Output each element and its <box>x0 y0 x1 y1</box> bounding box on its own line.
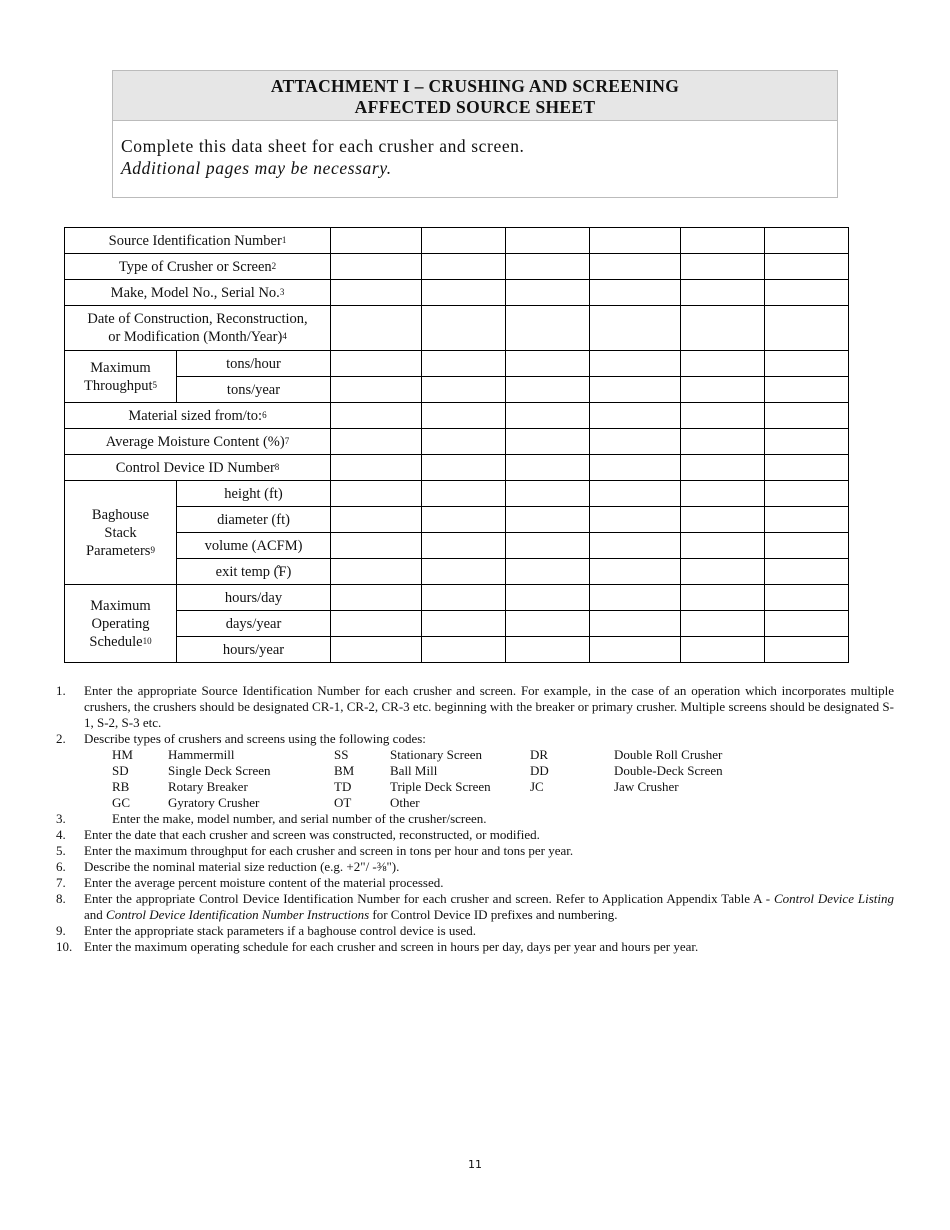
cell[interactable] <box>422 403 506 429</box>
label-days-year: days/year <box>177 611 331 637</box>
cell[interactable] <box>765 280 849 306</box>
cell[interactable] <box>590 228 681 254</box>
label-type: Type of Crusher or Screen$^2$ <box>65 254 331 280</box>
cell[interactable] <box>681 455 765 481</box>
cell[interactable] <box>590 351 681 377</box>
row-source-id <box>65 228 849 254</box>
row-tons-hour <box>65 351 849 377</box>
cell[interactable] <box>506 228 590 254</box>
cell[interactable] <box>331 403 422 429</box>
cell[interactable] <box>765 611 849 637</box>
cell[interactable] <box>681 585 765 611</box>
label-height: height (ft) <box>177 481 331 507</box>
cell[interactable] <box>331 481 422 507</box>
source-data-table <box>64 227 849 663</box>
cell[interactable] <box>331 611 422 637</box>
label-make: Make, Model No., Serial No.$^3$ <box>65 280 331 306</box>
label-tons-year: tons/year <box>177 377 331 403</box>
cell[interactable] <box>590 533 681 559</box>
cell[interactable] <box>681 611 765 637</box>
code-table <box>112 747 894 811</box>
cell[interactable] <box>331 351 422 377</box>
header-box <box>112 70 838 198</box>
note-6: 6. Describe the nominal material size reduction (e.g. +2"/ -⅜"). <box>56 859 400 874</box>
note-7: 7. Enter the average percent moisture content of the material processed. <box>56 875 444 890</box>
cell[interactable] <box>422 351 506 377</box>
note-5: 5. Enter the maximum throughput for each crusher and screen in tons per hour and tons per year. <box>56 843 574 858</box>
cell[interactable] <box>590 280 681 306</box>
cell[interactable] <box>681 429 765 455</box>
note-3: 3. Enter the make, model number, and serial number of the crusher/screen. <box>56 811 487 826</box>
cell[interactable] <box>331 280 422 306</box>
row-exit-temp <box>65 559 849 585</box>
row-diameter <box>65 507 849 533</box>
cell[interactable] <box>681 481 765 507</box>
cell[interactable] <box>331 254 422 280</box>
cell[interactable] <box>765 533 849 559</box>
row-tons-year <box>65 377 849 403</box>
cell[interactable] <box>422 585 506 611</box>
cell[interactable] <box>331 429 422 455</box>
label-schedule: Maximum Operating Schedule$^{10}$ <box>65 585 177 663</box>
cell[interactable] <box>331 306 422 351</box>
label-material: Material sized from/to:$^6$ <box>65 403 331 429</box>
title-line-1: ATTACHMENT I – CRUSHING AND SCREENING <box>270 76 680 96</box>
label-hours-day: hours/day <box>177 585 331 611</box>
cell[interactable] <box>422 228 506 254</box>
cell[interactable] <box>422 533 506 559</box>
cell[interactable] <box>506 254 590 280</box>
label-date: Date of Construction, Reconstruction, or Modification (Month/Year)$^4$ <box>65 306 331 351</box>
cell[interactable] <box>331 559 422 585</box>
cell[interactable] <box>590 429 681 455</box>
note-10: 10. Enter the maximum operating schedule for each crusher and screen in hours per day, days per year and hours per year. <box>56 939 699 954</box>
footnotes <box>56 683 894 955</box>
cell[interactable] <box>681 254 765 280</box>
note-1: 1. Enter the appropriate Source Identification Number for each crusher and screen. For example, in the case of an operation which incorporates multiple crushers, the crushers should be designated CR-1, CR-2, CR-3 etc. beginning with the breaker or primary crusher. Multiple screens should be designated S-1, S-2, S-3 etc. <box>56 683 894 730</box>
cell[interactable] <box>422 559 506 585</box>
page-number: 11 <box>468 1158 482 1171</box>
instructions <box>113 121 837 179</box>
cell[interactable] <box>590 559 681 585</box>
row-days-year <box>65 611 849 637</box>
cell[interactable] <box>765 585 849 611</box>
cell[interactable] <box>681 403 765 429</box>
cell[interactable] <box>331 585 422 611</box>
cell[interactable] <box>422 507 506 533</box>
cell[interactable] <box>422 611 506 637</box>
note-9: 9. Enter the appropriate stack parameters if a baghouse control device is used. <box>56 923 477 938</box>
cell[interactable] <box>590 585 681 611</box>
code-row: SD Single Deck Screen BM Ball Mill DD Double-Deck Screen <box>112 763 723 778</box>
cell[interactable] <box>765 481 849 507</box>
cell[interactable] <box>765 429 849 455</box>
cell[interactable] <box>506 507 590 533</box>
label-diameter: diameter (ft) <box>177 507 331 533</box>
cell[interactable] <box>331 455 422 481</box>
label-hours-year: hours/year <box>177 637 331 663</box>
row-control <box>65 455 849 481</box>
cell[interactable] <box>331 228 422 254</box>
cell[interactable] <box>681 351 765 377</box>
cell[interactable] <box>590 611 681 637</box>
cell[interactable] <box>681 280 765 306</box>
cell[interactable] <box>765 507 849 533</box>
cell[interactable] <box>765 637 849 663</box>
cell[interactable] <box>422 637 506 663</box>
cell[interactable] <box>765 403 849 429</box>
label-exit-temp: exit temp (̊F) <box>177 559 331 585</box>
cell[interactable] <box>765 254 849 280</box>
row-make <box>65 280 849 306</box>
page-title <box>113 71 837 121</box>
cell[interactable] <box>590 481 681 507</box>
cell[interactable] <box>422 377 506 403</box>
instruction-text: Complete this data sheet for each crusher and screen. <box>121 136 525 156</box>
cell[interactable] <box>681 533 765 559</box>
row-date <box>65 306 849 351</box>
cell[interactable] <box>422 306 506 351</box>
cell[interactable] <box>331 637 422 663</box>
cell[interactable] <box>681 559 765 585</box>
cell[interactable] <box>681 228 765 254</box>
row-moisture <box>65 429 849 455</box>
row-material <box>65 403 849 429</box>
cell[interactable] <box>765 351 849 377</box>
cell[interactable] <box>422 429 506 455</box>
label-baghouse: Baghouse Stack Parameters$^9$ <box>65 481 177 585</box>
label-throughput: Maximum Throughput$^5$ <box>65 351 177 403</box>
cell[interactable] <box>765 377 849 403</box>
cell[interactable] <box>331 533 422 559</box>
cell[interactable] <box>506 533 590 559</box>
row-volume <box>65 533 849 559</box>
cell[interactable] <box>590 507 681 533</box>
cell[interactable] <box>506 280 590 306</box>
cell[interactable] <box>506 611 590 637</box>
cell[interactable] <box>506 306 590 351</box>
cell[interactable] <box>590 637 681 663</box>
code-row: GC Gyratory Crusher OT Other <box>112 795 420 810</box>
row-height <box>65 481 849 507</box>
cell[interactable] <box>590 254 681 280</box>
cell[interactable] <box>506 403 590 429</box>
code-row: HM Hammermill SS Stationary Screen DR Double Roll Crusher <box>112 747 723 762</box>
note-2: 2. Describe types of crushers and screens using the following codes: <box>56 731 426 746</box>
code-row: RB Rotary Breaker TD Triple Deck Screen JC Jaw Crusher <box>112 779 679 794</box>
cell[interactable] <box>422 280 506 306</box>
cell[interactable] <box>590 306 681 351</box>
label-control: Control Device ID Number$^8$ <box>65 455 331 481</box>
instruction-note: Additional pages may be necessary. <box>121 158 392 178</box>
cell[interactable] <box>506 429 590 455</box>
cell[interactable] <box>765 228 849 254</box>
cell[interactable] <box>331 377 422 403</box>
cell[interactable] <box>506 637 590 663</box>
cell[interactable] <box>506 377 590 403</box>
cell[interactable] <box>422 481 506 507</box>
cell[interactable] <box>331 507 422 533</box>
cell[interactable] <box>506 455 590 481</box>
label-volume: volume (ACFM) <box>177 533 331 559</box>
cell[interactable] <box>765 455 849 481</box>
cell[interactable] <box>681 637 765 663</box>
cell[interactable] <box>506 585 590 611</box>
cell[interactable] <box>765 559 849 585</box>
note-8: 8. Enter the appropriate Control Device Identification Number for each crusher and screen. Refer to Application Appendix Table A - Control Device Listing and Control Device Identification Number Instructions for Control Device ID prefixes and numbering. <box>56 891 894 922</box>
cell[interactable] <box>681 377 765 403</box>
cell[interactable] <box>681 306 765 351</box>
cell[interactable] <box>765 306 849 351</box>
label-source-id: Source Identification Number$^1$ <box>65 228 331 254</box>
label-moisture: Average Moisture Content (%)$^7$ <box>65 429 331 455</box>
row-hours-year <box>65 637 849 663</box>
cell[interactable] <box>506 481 590 507</box>
cell[interactable] <box>422 254 506 280</box>
cell[interactable] <box>422 455 506 481</box>
cell[interactable] <box>506 559 590 585</box>
label-tons-hour: tons/hour <box>177 351 331 377</box>
row-type <box>65 254 849 280</box>
note-4: 4. Enter the date that each crusher and screen was constructed, reconstructed, or modified. <box>56 827 540 842</box>
row-hours-day <box>65 585 849 611</box>
cell[interactable] <box>681 507 765 533</box>
cell[interactable] <box>590 377 681 403</box>
cell[interactable] <box>590 455 681 481</box>
title-line-2: AFFECTED SOURCE SHEET <box>354 97 596 117</box>
cell[interactable] <box>590 403 681 429</box>
cell[interactable] <box>506 351 590 377</box>
